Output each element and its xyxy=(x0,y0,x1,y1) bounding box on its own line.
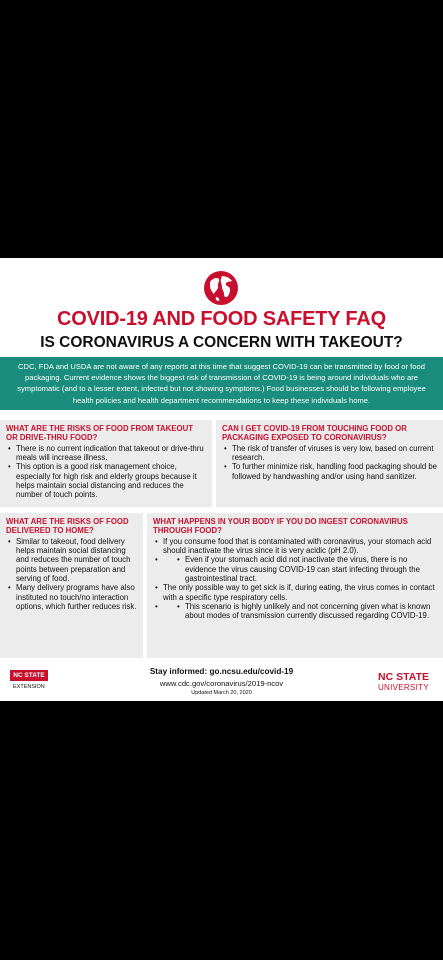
nc-state-extension-logo: NC STATE xyxy=(10,670,48,681)
delivery-bullet: • Similar to takeout, food delivery helps maintain social distancing and reduces the number of touch points between preparation and serving of food. xyxy=(16,537,137,583)
globe-icon xyxy=(203,270,239,306)
ingest-heading: WHAT HAPPENS IN YOUR BODY IF YOU DO INGEST CORONAVIRUS THROUGH FOOD? xyxy=(153,517,408,536)
delivery-panel xyxy=(0,513,143,658)
footer xyxy=(0,658,443,701)
ingest-bullet: • The only possible way to get sick is if, during eating, the virus comes in contact with a specific type respiratory cells. xyxy=(163,583,437,602)
updated-date: Updated March 20, 2020 xyxy=(191,690,252,696)
page-subtitle: IS CORONAVIRUS A CONCERN WITH TAKEOUT? xyxy=(40,334,403,351)
nc-state-university-logo: NC STATE xyxy=(378,671,429,683)
faq-poster xyxy=(0,258,443,701)
packaging-bullet: • To further minimize risk, handling food packaging should be followed by handwashing and/or using hand sanitizer. xyxy=(232,462,437,481)
university-label: UNIVERSITY xyxy=(377,683,429,692)
stay-informed-link[interactable]: Stay informed: go.ncsu.edu/covid-19 xyxy=(149,667,294,676)
page-title: COVID-19 AND FOOD SAFETY FAQ xyxy=(57,308,386,330)
ingest-subgroup xyxy=(163,555,437,583)
ingest-subbullet: • • This scenario is highly unlikely and not concerning given what is known about modes of transmission currently discussed regarding COVID-19. xyxy=(185,602,437,621)
ingest-bullet: • If you consume food that is contaminated with coronavirus, your stomach acid should inactivate the virus since it is very acidic (pH 2.0). xyxy=(163,537,437,556)
delivery-bullet: • Many delivery programs have also instituted no touch/no interaction options, which further reduces risk. xyxy=(16,583,137,611)
packaging-heading: CAN I GET COVID-19 FROM TOUCHING FOOD OR PACKAGING EXPOSED TO CORONAVIRUS? xyxy=(222,424,407,443)
takeout-bullet: • There is no current indication that takeout or drive-thru meals will increase illness. xyxy=(16,444,206,463)
intro-banner: CDC, FDA and USDA are not aware of any reports at this time that suggest COVID-19 can be transmitted by food or food packaging. Current evidence shows the biggest risk of transmission of COVID-19 is being around individuals who are symptomatic (and to a lesser extent, infected but not showing symptoms.) Food businesses should be following employee health policies and health department recommendations to keep these individuals home. xyxy=(0,357,443,410)
takeout-heading: WHAT ARE THE RISKS OF FOOD FROM TAKEOUT OR DRIVE-THRU FOOD? xyxy=(6,424,193,443)
ingest-panel xyxy=(147,513,443,658)
takeout-panel xyxy=(0,420,212,507)
packaging-bullet: • The risk of transfer of viruses is very low, based on current research. xyxy=(232,444,437,463)
delivery-heading: WHAT ARE THE RISKS OF FOOD DELIVERED TO HOME? xyxy=(6,517,129,536)
takeout-bullet: • This option is a good risk management choice, especially for high risk and elderly groups because it helps maintain social distancing and reduces the number of touch points. xyxy=(16,462,206,499)
extension-label: EXTENSION xyxy=(13,684,45,690)
cdc-link[interactable]: www.cdc.gov/coronavirus/2019-ncov xyxy=(159,679,284,688)
ingest-subbullet: • • Even if your stomach acid did not inactivate the virus, there is no evidence the virus causing COVID-19 can start infecting through the gastrointestinal tract. xyxy=(185,555,437,583)
ingest-subgroup xyxy=(163,602,437,621)
packaging-panel xyxy=(216,420,443,507)
